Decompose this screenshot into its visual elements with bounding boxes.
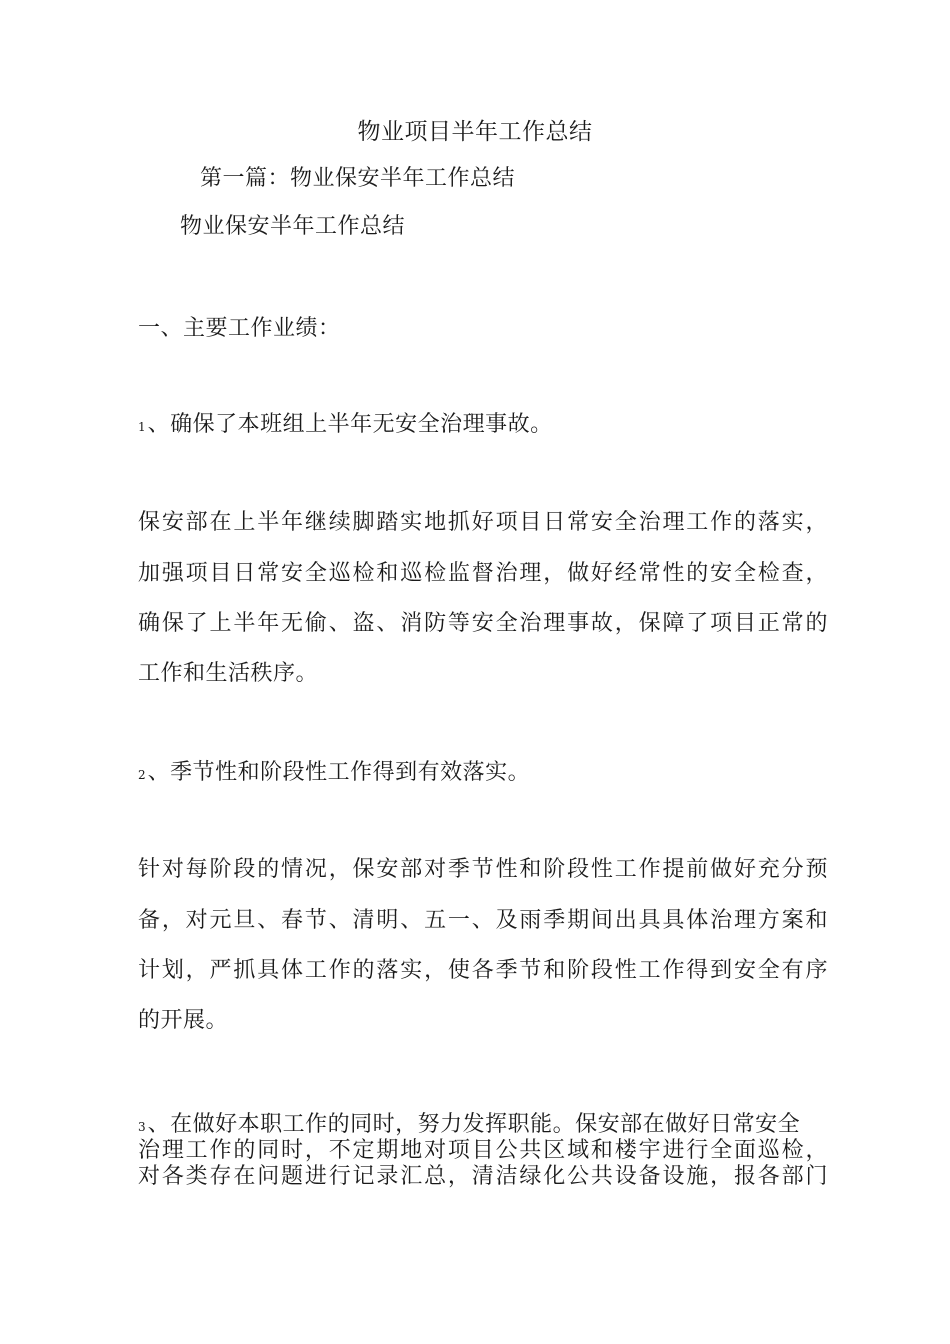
document-title: 物业项目半年工作总结 — [357, 119, 593, 145]
paragraph-2-line-1: 针对每阶段的情况，保安部对季节性和阶段性工作提前做好充分预 — [138, 857, 828, 882]
subtitle: 物业保安半年工作总结 — [180, 214, 406, 239]
paragraph-1-line-3: 确保了上半年无偷、盗、消防等安全治理事故，保障了项目正常的 — [138, 611, 828, 636]
item-3-line-1 — [138, 1112, 828, 1140]
paragraph-1-line-1: 保安部在上半年继续脚踏实地抓好项目日常安全治理工作的落实， — [138, 510, 828, 535]
item-2 — [138, 759, 530, 789]
item-3-line-3: 对各类存在问题进行记录汇总，清洁绿化公共设备设施，报各部门 — [138, 1164, 828, 1189]
section-heading: 一、主要工作业绩： — [138, 316, 341, 341]
paragraph-1-line-4: 工作和生活秩序。 — [138, 661, 319, 686]
paragraph-2-line-3: 计划，严抓具体工作的落实，使各季节和阶段性工作得到安全有序 — [138, 958, 828, 983]
item-2-number: 2 — [138, 768, 146, 782]
item-1 — [138, 411, 553, 441]
item-1-text: 、确保了本班组上半年无安全治理事故。 — [147, 412, 553, 437]
chapter-title: 第一篇：物业保安半年工作总结 — [200, 166, 516, 191]
paragraph-1-line-2: 加强项目日常安全巡检和巡检监督治理，做好经常性的安全检查， — [138, 561, 828, 586]
item-1-number: 1 — [138, 420, 146, 434]
paragraph-2-line-4: 的开展。 — [138, 1008, 229, 1033]
item-3-text-line-1: 、在做好本职工作的同时，努力发挥职能。保安部在做好日常安全 — [147, 1112, 801, 1137]
item-3-line-2: 治理工作的同时，不定期地对项目公共区域和楼宇进行全面巡检， — [138, 1138, 828, 1163]
paragraph-2-line-2: 备，对元旦、春节、清明、五一、及雨季期间出具具体治理方案和 — [138, 908, 828, 933]
item-3-number: 3 — [138, 1120, 146, 1134]
item-2-text: 、季节性和阶段性工作得到有效落实。 — [147, 760, 531, 785]
